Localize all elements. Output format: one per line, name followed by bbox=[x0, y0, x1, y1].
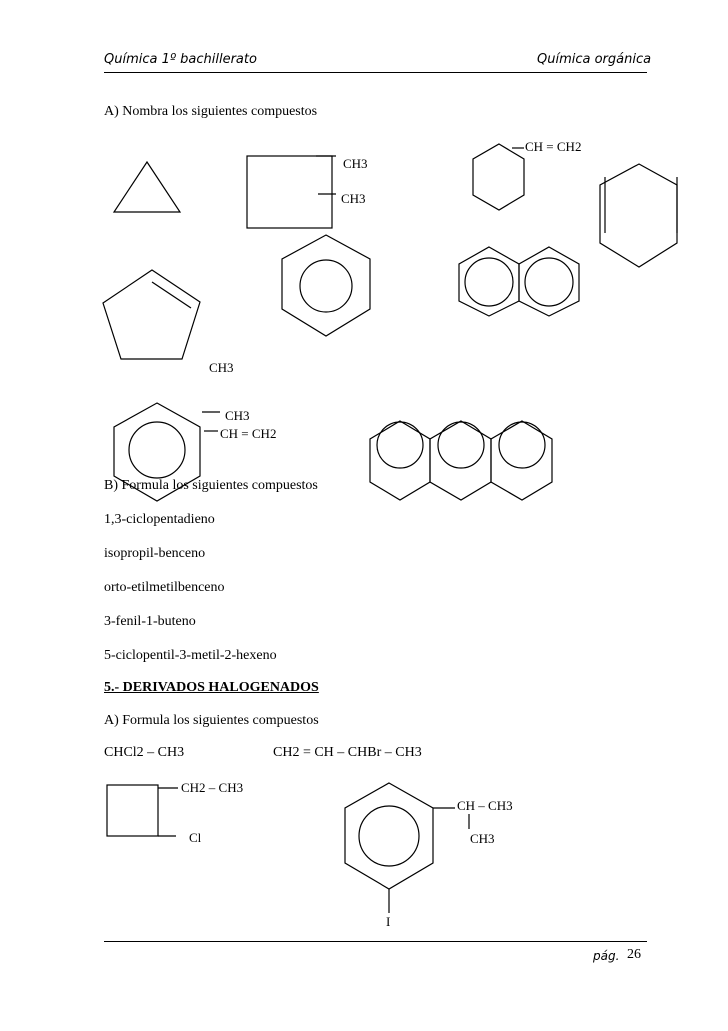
formula-1: CHCl2 – CH3 bbox=[104, 745, 185, 760]
substituted-benzene-ring bbox=[129, 422, 185, 478]
cyclopentene-double-bond bbox=[152, 282, 191, 308]
compound-item: 1,3-ciclopentadieno bbox=[104, 512, 215, 527]
cyclohexane-vinyl bbox=[473, 144, 524, 210]
anthracene-ring-1 bbox=[377, 422, 423, 468]
methyl-label-1: CH3 bbox=[343, 156, 368, 171]
benzene-ring bbox=[300, 260, 352, 312]
iodo-label: I bbox=[386, 914, 391, 929]
compound-item: isopropil-benceno bbox=[104, 546, 206, 561]
naphthalene-ring-2 bbox=[525, 258, 573, 306]
page-number: 26 bbox=[627, 947, 641, 962]
anthracene-ring-3 bbox=[499, 422, 545, 468]
methyl-label-4: CH3 bbox=[225, 408, 250, 423]
compound-item: 5-ciclopentil-3-metil-2-hexeno bbox=[104, 648, 277, 663]
cyclobutane bbox=[247, 156, 332, 228]
methyl-label-2: CH3 bbox=[341, 191, 366, 206]
page-label: pág. bbox=[593, 949, 620, 963]
cyclobutane-2 bbox=[107, 785, 158, 836]
section-a-title: A) Nombra los siguientes compuestos bbox=[104, 104, 318, 119]
isopropyl-bottom-label: CH3 bbox=[470, 831, 495, 846]
methyl-label-3: CH3 bbox=[209, 360, 234, 375]
naphthalene-ring-1 bbox=[465, 258, 513, 306]
cyclopropane bbox=[114, 162, 180, 212]
compound-item: orto-etilmetilbenceno bbox=[104, 580, 225, 595]
chloro-label: Cl bbox=[189, 830, 202, 845]
formula-2: CH2 = CH – CHBr – CH3 bbox=[273, 745, 422, 760]
anthracene-right bbox=[491, 421, 552, 500]
section-5-subtitle: A) Formula los siguientes compuestos bbox=[104, 713, 319, 728]
anthracene-left bbox=[370, 421, 430, 500]
header-left: Química 1º bachillerato bbox=[104, 52, 257, 67]
iodobenzene bbox=[345, 783, 433, 889]
anthracene-middle bbox=[430, 421, 491, 500]
isopropyl-top-label: CH – CH3 bbox=[457, 798, 513, 813]
cyclopentene bbox=[103, 270, 200, 359]
header-right: Química orgánica bbox=[537, 52, 652, 67]
section-5-title: 5.- DERIVADOS HALOGENADOS bbox=[104, 680, 319, 695]
compound-item: 3-fenil-1-buteno bbox=[104, 614, 196, 629]
anthracene-ring-2 bbox=[438, 422, 484, 468]
vinyl-label-2: CH = CH2 bbox=[220, 426, 277, 441]
footer-rule bbox=[104, 941, 647, 942]
ethyl-label: CH2 – CH3 bbox=[181, 780, 244, 795]
section-b-title: B) Formula los siguientes compuestos bbox=[104, 478, 318, 493]
benzene bbox=[282, 235, 370, 336]
vinyl-label-1: CH = CH2 bbox=[525, 139, 582, 154]
cyclohexadiene bbox=[600, 164, 677, 267]
iodobenzene-ring bbox=[359, 806, 419, 866]
